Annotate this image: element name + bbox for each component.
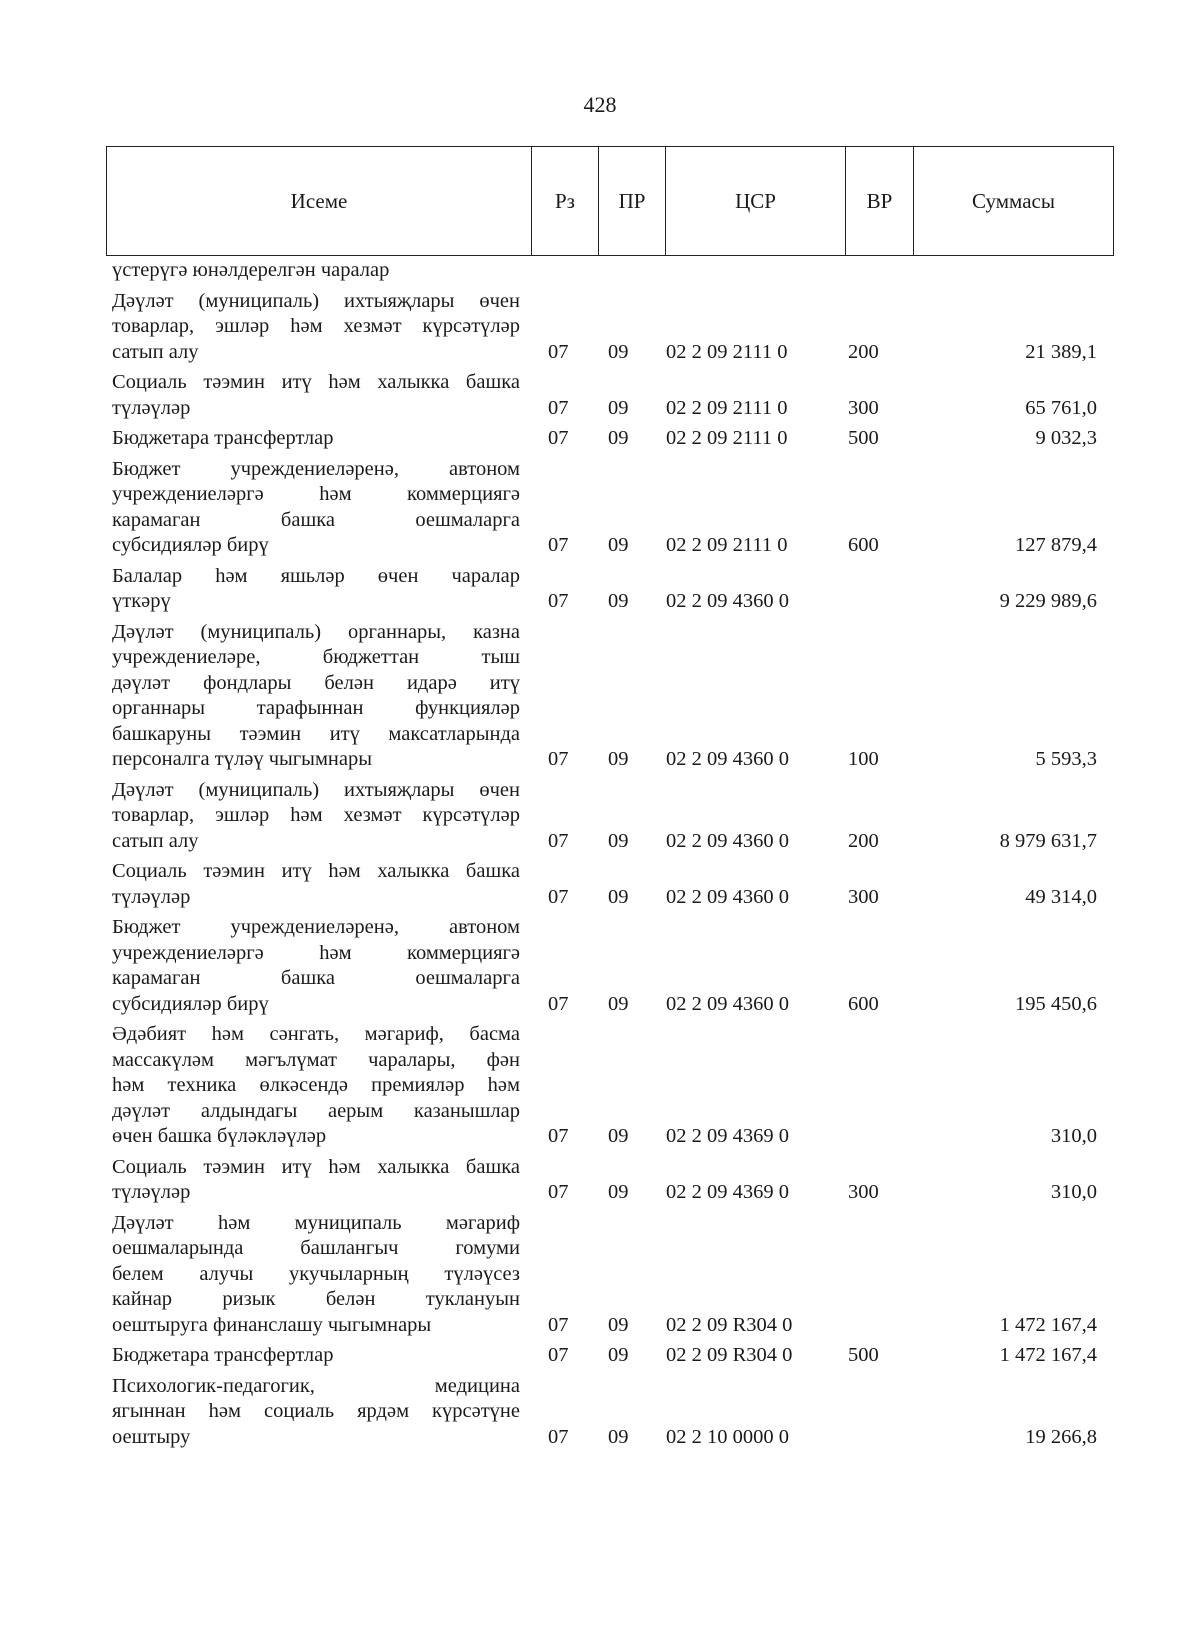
row-sum: 19 266,8 [1025, 1425, 1097, 1448]
row-sum [922, 258, 1097, 284]
row-name-line: түләүләр [112, 885, 191, 908]
row-name-line: Бюджет учреждениеләренә, автоном [112, 457, 520, 480]
row-csr: 02 2 09 2111 0 [666, 340, 788, 363]
row-sum: 195 450,6 [1015, 992, 1097, 1015]
row-pr: 09 [608, 396, 629, 419]
row-name-line: персоналга түләү чыгымнары [112, 748, 373, 770]
table-row [112, 421, 1097, 452]
row-rz: 07 [548, 829, 569, 852]
row-vr: 200 [848, 340, 879, 363]
row-name-line: субсидияләр бирү [112, 992, 269, 1015]
row-name-line: оештыруга финанслашу чыгымнары [112, 1313, 432, 1336]
row-name [112, 452, 540, 559]
row-csr: 02 2 09 4360 0 [666, 885, 789, 908]
row-name-line: белем алучы укучыларның түләүсез [112, 1262, 520, 1285]
row-sum: 9 032,3 [1035, 427, 1097, 449]
row-name-line: Психологик-педагогик, медицина [112, 1374, 520, 1397]
row-vr: 300 [848, 1181, 879, 1203]
row-name-line: товарлар, эшләр һәм хезмәт күрсәтүләр [112, 315, 520, 337]
row-vr: 600 [848, 992, 879, 1015]
row-sum: 49 314,0 [1025, 885, 1097, 908]
row-csr: 02 2 09 2111 0 [666, 427, 788, 449]
table-row [112, 284, 1097, 366]
row-name [112, 559, 540, 615]
row-sum: 310,0 [1050, 1125, 1097, 1147]
table-row [112, 452, 1097, 559]
row-sum: 21 389,1 [1025, 340, 1097, 363]
row-csr: 02 2 09 4360 0 [666, 748, 789, 770]
row-csr: 02 2 09 4360 0 [666, 992, 789, 1015]
row-name [112, 615, 540, 773]
row-sum: 9 229 989,6 [999, 590, 1097, 612]
row-vr [848, 1369, 922, 1451]
row-name-line: Бюджет учреждениеләренә, автоном [112, 916, 520, 938]
row-name-line: оешмаларында башлангыч гомуми [112, 1237, 520, 1259]
row-vr: 300 [848, 885, 879, 908]
table-row [112, 854, 1097, 910]
header-csr: ЦСР [666, 147, 846, 256]
page-number: 428 [583, 92, 617, 117]
row-pr: 09 [608, 340, 629, 363]
table-row [112, 1206, 1097, 1339]
row-name-line: Дәүләт һәм муниципаль мәгариф [112, 1211, 520, 1234]
row-pr: 09 [608, 1344, 629, 1366]
row-sum: 5 593,3 [1035, 748, 1097, 770]
row-rz: 07 [548, 396, 569, 419]
row-vr: 200 [848, 829, 879, 852]
row-vr: 600 [848, 534, 879, 556]
row-sum: 127 879,4 [1015, 534, 1097, 556]
row-pr [602, 258, 662, 284]
row-name-line: учреждениеләргә һәм коммерциягә [112, 483, 520, 505]
header-sum: Суммасы [914, 147, 1114, 256]
row-name-line: массакүләм мәгълүмат чаралары, фән [112, 1048, 520, 1071]
row-csr: 02 2 09 4360 0 [666, 590, 789, 612]
header-name: Исеме [107, 147, 532, 256]
table-row [112, 1338, 1097, 1369]
row-pr: 09 [608, 1313, 629, 1336]
row-vr: 500 [848, 1344, 879, 1366]
header-vr: ВР [846, 147, 914, 256]
row-name-line: оештыру [112, 1425, 191, 1448]
row-pr: 09 [608, 534, 629, 556]
row-name-line: Социаль тәэмин итү һәм халыкка башка [112, 1155, 520, 1178]
row-rz [540, 258, 602, 284]
row-name-line: Социаль тәэмин итү һәм халыкка башка [112, 860, 520, 882]
row-csr: 02 2 09 4369 0 [666, 1181, 789, 1203]
row-name [112, 910, 540, 1017]
row-pr: 09 [608, 992, 629, 1015]
row-name-line: учреждениеләргә һәм коммерциягә [112, 941, 520, 964]
row-csr: 02 2 10 0000 0 [666, 1425, 789, 1448]
table-row [112, 773, 1097, 855]
row-vr: 500 [848, 427, 879, 449]
row-sum: 310,0 [1050, 1181, 1097, 1203]
row-vr: 100 [848, 748, 879, 770]
row-name-line: Дәүләт (муниципаль) ихтыяҗлары өчен [112, 289, 520, 312]
row-name [112, 365, 540, 421]
table-row [112, 559, 1097, 615]
header-rz: Рз [532, 147, 599, 256]
row-rz: 07 [548, 1425, 569, 1448]
row-name-line: Социаль тәэмин итү һәм халыкка башка [112, 371, 520, 393]
row-name-line: һәм техника өлкәсендә премияләр һәм [112, 1074, 520, 1096]
row-sum: 8 979 631,7 [999, 829, 1097, 852]
row-pr: 09 [608, 829, 629, 852]
row-sum: 1 472 167,4 [999, 1313, 1097, 1336]
row-csr: 02 2 09 2111 0 [666, 396, 788, 419]
row-name [112, 1338, 540, 1369]
row-rz: 07 [548, 1125, 569, 1147]
row-pr: 09 [608, 427, 629, 449]
row-vr [848, 1206, 922, 1339]
row-pr: 09 [608, 748, 629, 770]
table-row [112, 258, 1097, 284]
row-name-line: Бюджетара трансфертлар [112, 427, 334, 449]
table-row [112, 1150, 1097, 1206]
row-name-line: түләүләр [112, 1181, 191, 1203]
row-name [112, 1206, 540, 1339]
row-csr: 02 2 09 2111 0 [666, 534, 788, 556]
row-name-line: Балалар һәм яшьләр өчен чаралар [112, 564, 520, 587]
row-rz: 07 [548, 992, 569, 1015]
row-pr: 09 [608, 1125, 629, 1147]
row-name-line: карамаган башка оешмаларга [112, 967, 520, 989]
row-rz: 07 [548, 1181, 569, 1203]
row-name [112, 258, 540, 284]
row-name-line: учреждениеләре, бюджеттан тыш [112, 646, 520, 668]
row-name-line: үткәрү [112, 590, 171, 612]
row-name [112, 284, 540, 366]
row-pr: 09 [608, 590, 629, 612]
row-name-line: кайнар ризык белән туклануын [112, 1288, 520, 1310]
row-name-line: субсидияләр бирү [112, 534, 269, 556]
row-name-line: түләүләр [112, 396, 191, 419]
row-csr: 02 2 09 R304 0 [666, 1344, 793, 1366]
row-name-line: сатып алу [112, 340, 199, 363]
table-row [112, 1017, 1097, 1150]
row-csr: 02 2 09 4360 0 [666, 829, 789, 852]
row-name-line: органнары тарафыннан функцияләр [112, 697, 520, 719]
row-csr: 02 2 09 4369 0 [666, 1125, 789, 1147]
row-vr: 300 [848, 396, 879, 419]
row-name-line: ягыннан һәм социаль ярдәм күрсәтүне [112, 1400, 520, 1422]
row-name [112, 854, 540, 910]
row-csr [662, 258, 848, 284]
budget-table [112, 258, 1097, 1450]
table-row [112, 365, 1097, 421]
row-name-line: башкаруны тәэмин итү максатларында [112, 722, 520, 745]
row-rz: 07 [548, 340, 569, 363]
row-csr: 02 2 09 R304 0 [666, 1313, 793, 1336]
row-name-line: Әдәбият һәм сәнгать, мәгариф, басма [112, 1023, 520, 1045]
table-row [112, 615, 1097, 773]
row-rz: 07 [548, 427, 569, 449]
row-name [112, 773, 540, 855]
row-name [112, 1017, 540, 1150]
row-vr [848, 559, 922, 615]
row-name-line: Дәүләт (муниципаль) ихтыяҗлары өчен [112, 778, 520, 801]
row-name-line: үстерүгә юнәлдерелгән чаралар [112, 259, 390, 281]
row-rz: 07 [548, 1344, 569, 1366]
row-vr [848, 258, 922, 284]
row-rz: 07 [548, 590, 569, 612]
row-rz: 07 [548, 748, 569, 770]
row-pr: 09 [608, 1181, 629, 1203]
row-sum: 1 472 167,4 [999, 1344, 1097, 1366]
row-name-line: дәүләт фондлары белән идарә итү [112, 671, 520, 694]
row-pr: 09 [608, 1425, 629, 1448]
row-name-line: Бюджетара трансфертлар [112, 1344, 334, 1366]
row-name-line: сатып алу [112, 829, 199, 852]
row-sum: 65 761,0 [1025, 396, 1097, 419]
row-name-line: Дәүләт (муниципаль) органнары, казна [112, 620, 520, 643]
row-name-line: өчен башка бүләкләүләр [112, 1125, 327, 1147]
row-name [112, 1150, 540, 1206]
row-name [112, 1369, 540, 1451]
table-header [106, 146, 1114, 256]
table-row [112, 910, 1097, 1017]
row-vr [848, 1017, 922, 1150]
row-name-line: товарлар, эшләр һәм хезмәт күрсәтүләр [112, 804, 520, 826]
row-rz: 07 [548, 1313, 569, 1336]
row-name-line: карамаган башка оешмаларга [112, 508, 520, 531]
row-pr: 09 [608, 885, 629, 908]
header-pr: ПР [599, 147, 666, 256]
row-rz: 07 [548, 885, 569, 908]
table-row [112, 1369, 1097, 1451]
row-rz: 07 [548, 534, 569, 556]
row-name-line: дәүләт алдындагы аерым казанышлар [112, 1099, 520, 1122]
row-name [112, 421, 540, 452]
